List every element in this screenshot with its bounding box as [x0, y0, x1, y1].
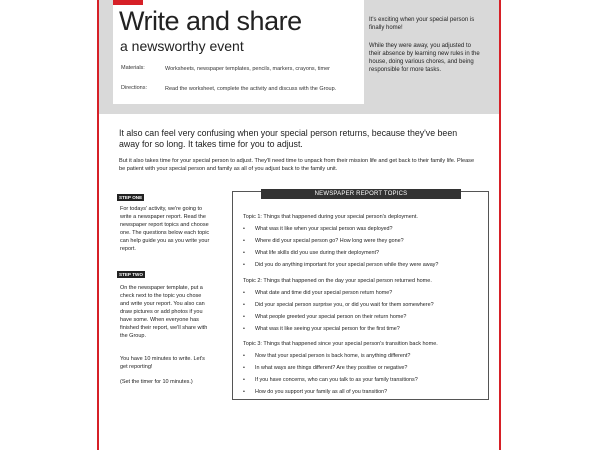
materials-label: Materials:	[121, 65, 145, 71]
topics-box	[232, 191, 489, 400]
topic-1-title: Topic 1: Things that happened during your special person's deployment.	[243, 214, 418, 220]
step-two-text: On the newspaper template, put a check next to the topic you chose and write your report. You also can draw pictures or add photos if you have some. When everyone has finished their report, we'll share with the Group.	[120, 285, 208, 339]
page-subtitle: a newsworthy event	[120, 38, 244, 54]
topic-1-question: • Where did your special person go? How long were they gone?	[243, 238, 404, 244]
intro-paragraph-1: It's exciting when your special person is finally home!	[369, 17, 475, 31]
time-text: You have 10 minutes to write. Let's get reporting!	[120, 356, 205, 370]
step-one-text: For todays' activity, we're going to write a newspaper report. Read the newspaper report topics and choose one. The questions below each topic can help guide you as you write your report.	[120, 206, 210, 252]
directions-label: Directions:	[121, 85, 147, 91]
lead-paragraph: It also can feel very confusing when your special person returns, because they've been away for so long. It takes time for you to adjust.	[119, 128, 458, 149]
topic-1-question: • What life skills did you use during their deployment?	[243, 250, 380, 256]
directions-value: Read the worksheet, complete the activity and discuss with the Group.	[165, 86, 337, 92]
topic-2-question: • Did your special person surprise you, or did you wait for them somewhere?	[243, 302, 434, 308]
page-title: Write and share	[119, 6, 302, 36]
red-accent-tab	[113, 0, 143, 5]
worksheet-page	[97, 0, 501, 450]
body-paragraph: But it also takes time for your special person to adjust. They'll need time to unpack from their mission life and get back to their family life. Please be patient with your special person and family as all of you adjust back to the family unit.	[119, 158, 475, 172]
materials-value: Worksheets, newspaper templates, pencils, markers, crayons, timer	[165, 66, 330, 72]
topic-2-title: Topic 2: Things that happened on the day your special person returned home.	[243, 278, 432, 284]
topic-3-title: Topic 3: Things that happened since your special person's transition back home.	[243, 341, 438, 347]
topic-2-question: • What was it like seeing your special person for the first time?	[243, 326, 400, 332]
step-two-label: STEP TWO	[119, 272, 143, 277]
timer-text: (Set the timer for 10 minutes.)	[120, 379, 193, 385]
topic-1-question: • Did you do anything important for your special person while they were away?	[243, 262, 439, 268]
topic-3-question: • Now that your special person is back home, is anything different?	[243, 353, 411, 359]
topic-3-question: • How do you support your family as all of you transition?	[243, 389, 388, 395]
step-one-label: STEP ONE	[119, 195, 143, 200]
topic-1-question: • What was it like when your special person was deployed?	[243, 226, 393, 232]
topic-2-question: • What people greeted your special person on their return home?	[243, 314, 407, 320]
topic-3-question: • If you have concerns, who can you talk to as your family transitions?	[243, 377, 418, 383]
topic-2-question: • What date and time did your special person return home?	[243, 290, 393, 296]
topic-3-question: • In what ways are things different? Are they positive or negative?	[243, 365, 408, 371]
intro-paragraph-2: While they were away, you adjusted to their absence by learning new rules in the house, doing various chores, and being responsible for more tasks.	[369, 43, 480, 73]
topics-heading: NEWSPAPER REPORT TOPICS	[261, 189, 461, 199]
